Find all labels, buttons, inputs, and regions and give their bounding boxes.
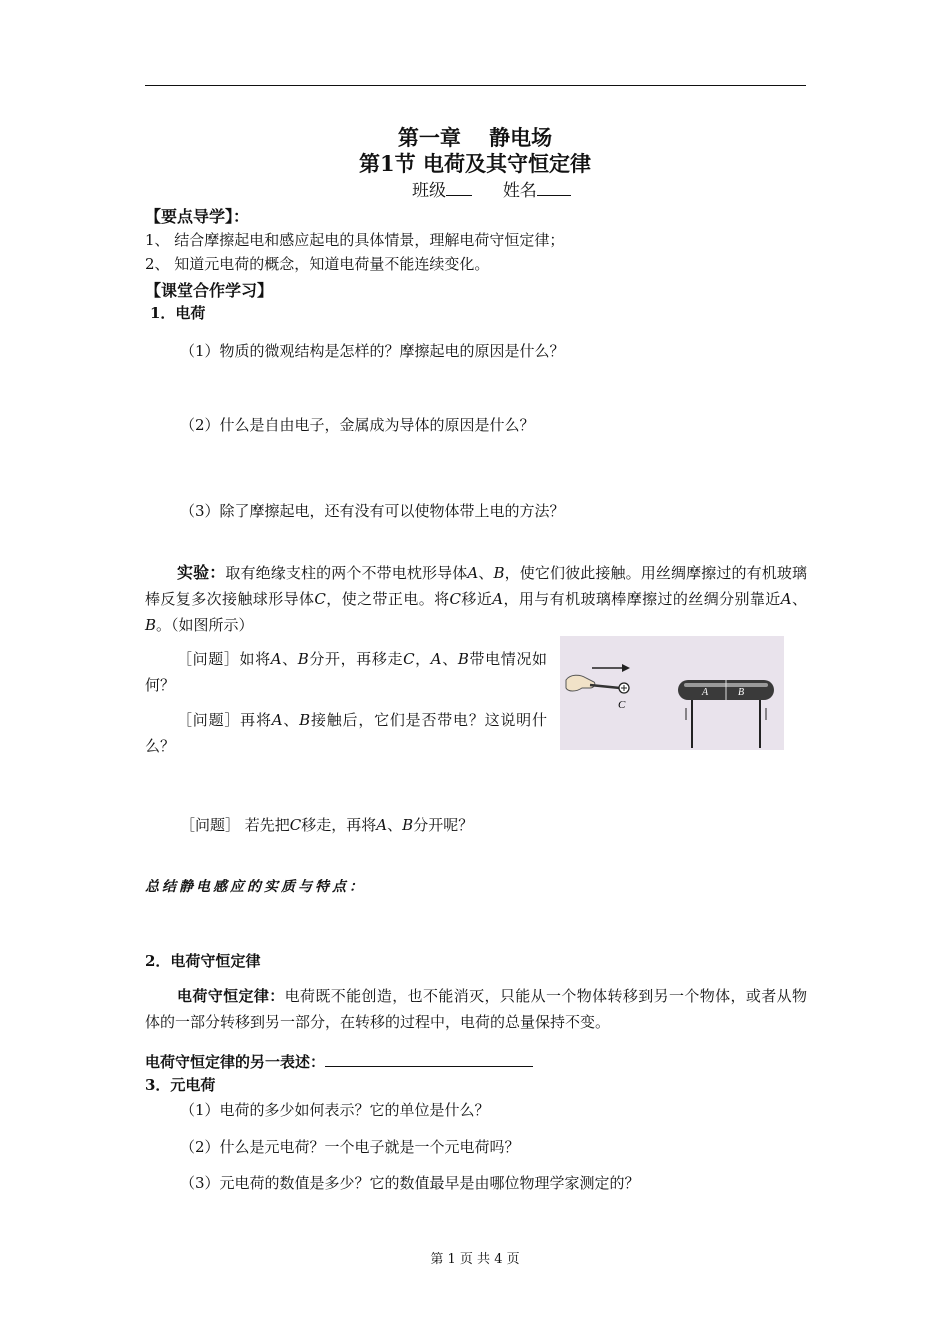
experiment-paragraph: 实验：取有绝缘支柱的两个不带电枕形导体A、B，使它们彼此接触。用丝绸摩擦过的有机玻璃棒反复多次接触球形导体C，使之带正电。将C移近A，用与有机玻璃棒摩擦过的丝绸分别靠近A、B。（如图所示） bbox=[145, 563, 807, 634]
label-b: B bbox=[738, 687, 745, 698]
induction-experiment-figure bbox=[560, 636, 784, 750]
experiment-question-3: ［问题］ 若先把C移走，再将A、B分开呢？ bbox=[180, 816, 474, 834]
class-label: 班级 bbox=[412, 181, 446, 201]
induction-figure-svg bbox=[560, 636, 784, 750]
question-1-2: （2）什么是自由电子，金属成为导体的原因是什么？ bbox=[180, 416, 535, 434]
experiment-question-1: ［问题］如将A、B分开，再移走C，A、B带电情况如何？ bbox=[145, 650, 547, 694]
student-info bbox=[412, 176, 571, 201]
key-point-item: 2、 知道元电荷的概念，知道电荷量不能连续变化。 bbox=[145, 255, 490, 273]
label-c: C bbox=[618, 699, 626, 711]
alt-statement-blank[interactable] bbox=[325, 1050, 533, 1067]
key-point-item: 1、 结合摩擦起电和感应起电的具体情景，理解电荷守恒定律； bbox=[145, 231, 565, 249]
classroom-heading: 【课堂合作学习】 bbox=[145, 281, 274, 300]
section-3-title: 3．元电荷 bbox=[145, 1076, 216, 1094]
section-2-title: 2．电荷守恒定律 bbox=[145, 952, 261, 970]
section-title: 第1节 电荷及其守恒定律 bbox=[359, 151, 591, 176]
class-blank[interactable] bbox=[446, 179, 472, 196]
question-1-3: （3）除了摩擦起电，还有没有可以使物体带上电的方法？ bbox=[180, 502, 565, 520]
section-1-title: 1．电荷 bbox=[150, 304, 206, 322]
name-blank[interactable] bbox=[537, 179, 571, 196]
conservation-law-paragraph: 电荷守恒定律：电荷既不能创造，也不能消灭，只能从一个物体转移到另一个物体，或者从物体的一部分转移到另一部分，在转移的过程中，电荷的总量保持不变。 bbox=[145, 987, 807, 1031]
page-footer: 第 1 页 共 4 页 bbox=[430, 1252, 520, 1267]
question-3-2: （2）什么是元电荷？一个电子就是一个元电荷吗？ bbox=[180, 1138, 520, 1156]
question-3-1: （1）电荷的多少如何表示？它的单位是什么？ bbox=[180, 1101, 490, 1119]
key-points-heading: 【要点导学】： bbox=[145, 207, 250, 226]
experiment-question-2: ［问题］再将A、B接触后，它们是否带电？这说明什么？ bbox=[145, 711, 547, 755]
alt-statement: 电荷守恒定律的另一表述： bbox=[145, 1050, 533, 1072]
chapter-title: 第一章 静电场 bbox=[397, 125, 553, 150]
question-1-1: （1）物质的微观结构是怎样的？摩擦起电的原因是什么？ bbox=[180, 342, 565, 360]
header-rule bbox=[145, 85, 806, 86]
label-a: A bbox=[702, 687, 709, 698]
summary-prompt: 总结静电感应的实质与特点： bbox=[145, 879, 366, 895]
name-label: 姓名 bbox=[502, 181, 537, 201]
question-3-3: （3）元电荷的数值是多少？它的数值最早是由哪位物理学家测定的？ bbox=[180, 1174, 640, 1192]
